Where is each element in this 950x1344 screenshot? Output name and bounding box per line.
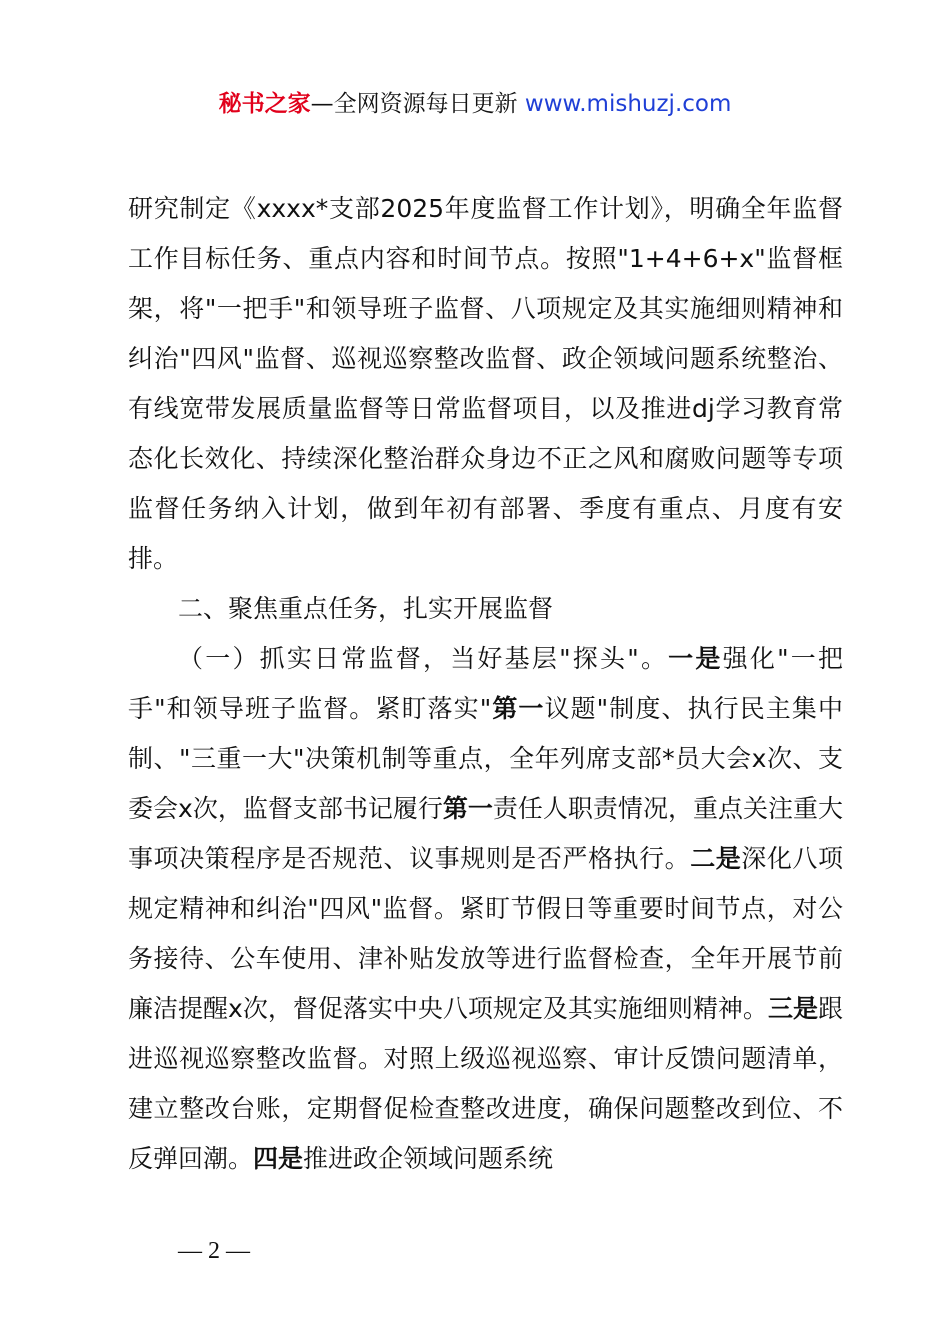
emphasis-fourth: 四是 <box>253 1144 304 1173</box>
emphasis-number-one: 第一 <box>491 694 545 723</box>
paragraph-plan: 研究制定《xxxx*支部2025年度监督工作计划》，明确全年监督工作目标任务、重点内容和时间节点。按照"1+4+6+x"监督框架，将"一把手"和领导班子监督、八项规定及其实施细则精神和纠治"四风"监督、巡视巡察整改监督、政企领域问题系统整治、有线宽带发展质量监督等日常监督项目，以及推进dj学习教育常态化长效化、持续深化整治群众身边不正之风和腐败问题等专项监督任务纳入计划，做到年初有部署、季度有重点、月度有安排。 <box>128 194 843 573</box>
site-url-link[interactable]: www.mishuzj.com <box>524 91 732 117</box>
text-segment: 责任人职责情况，重点关注重大事项决策程序是否规范、议事规则是否严格执行。 <box>128 794 843 873</box>
text-segment: 推进政企领域问题系统 <box>303 1144 554 1173</box>
text-segment: 议题"制度、执行民主集中制、"三重一大"决策机制等重点，全年列席支部*员大会x次、支委会x次，监督支部书记履行 <box>128 694 843 823</box>
emphasis-first: 一是 <box>668 644 723 673</box>
site-brand: 秘书之家 <box>218 91 311 117</box>
section-heading: 二、聚焦重点任务，扎实开展监督 <box>178 594 554 623</box>
emphasis-number-one: 第一 <box>442 794 493 823</box>
page-number: — 2 — <box>178 1238 250 1264</box>
paragraph-daily-supervision <box>128 634 843 1184</box>
text-segment: 跟进巡视巡察整改监督。对照上级巡视巡察、审计反馈问题清单，建立整改台账，定期督促检查整改进度，确保问题整改到位、不反弹回潮。 <box>128 994 843 1173</box>
document-body <box>128 184 843 1184</box>
emphasis-third: 三是 <box>767 994 818 1023</box>
subheading-daily-supervision: （一）抓实日常监督，当好基层"探头"。 <box>178 644 669 673</box>
site-header <box>0 88 950 120</box>
site-slogan: —全网资源每日更新 <box>310 91 525 117</box>
text-segment: 强化"一把手"和领导班子监督。紧盯落实" <box>128 644 844 723</box>
text-segment: 深化八项规定精神和纠治"四风"监督。紧盯节假日等重要时间节点，对公务接待、公车使用、津补贴发放等进行监督检查，全年开展节前廉洁提醒x次，督促落实中央八项规定及其实施细则精神。 <box>128 844 843 1023</box>
emphasis-second: 二是 <box>690 844 742 873</box>
